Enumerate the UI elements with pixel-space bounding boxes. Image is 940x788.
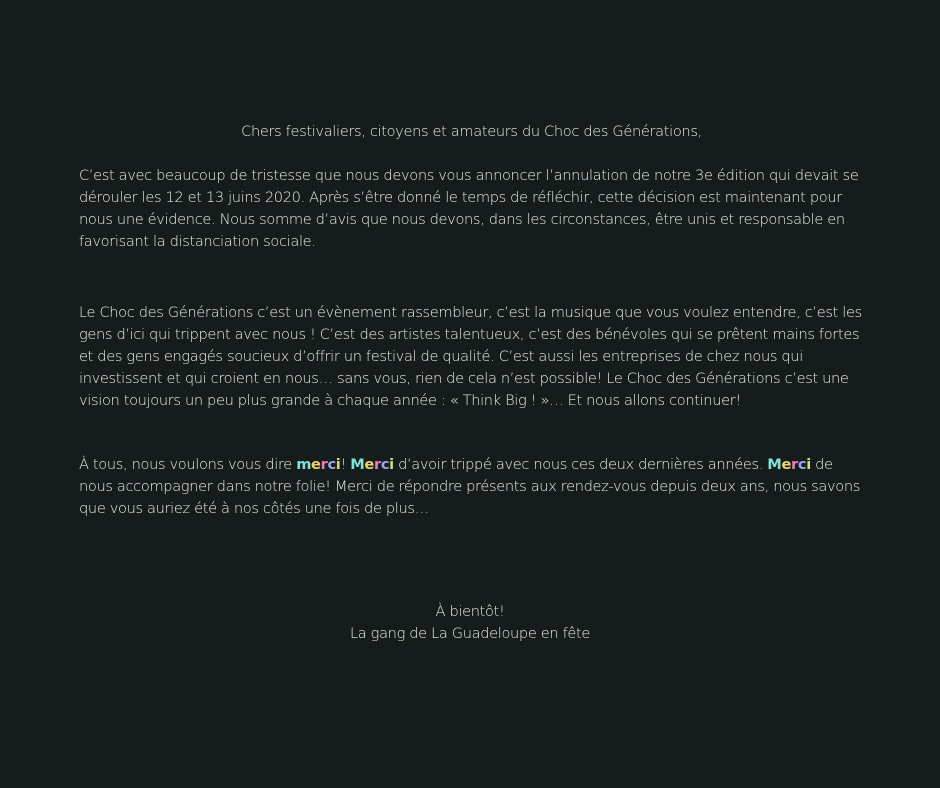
signature-farewell: À bientôt! (435, 603, 505, 620)
merci-letter: e (311, 456, 321, 473)
merci-letter: c (327, 456, 336, 473)
merci-letter: M (767, 456, 782, 473)
signature (0, 601, 940, 645)
merci-letter: m (296, 456, 312, 473)
thanks-after-2: d’avoir trippé avec nous ces deux dernières années. (393, 456, 768, 473)
merci-letter: i (335, 456, 341, 473)
greeting: Chers festivaliers, citoyens et amateurs du Choc des Générations, (241, 123, 702, 140)
thanks-after-1: ! (340, 456, 351, 473)
merci-word-1 (296, 456, 340, 473)
merci-letter: c (380, 456, 390, 473)
signature-name: La gang de La Guadeloupe en fête (350, 625, 590, 642)
merci-letter: e (781, 456, 792, 473)
thanks-intro: À tous, nous voulons vous dire (79, 456, 297, 473)
letter-body (79, 121, 864, 520)
merci-letter: c (797, 456, 807, 473)
merci-letter: i (806, 456, 811, 473)
merci-letter: e (364, 456, 374, 473)
merci-word-3 (767, 456, 811, 473)
merci-letter: r (373, 456, 381, 473)
merci-letter: r (320, 456, 328, 473)
merci-word-2 (350, 456, 394, 473)
thanks-rest: de nous accompagner dans notre folie! Merci de répondre présents aux rendez-vous depuis deux ans, nous savons que vous auriez été à nos côtés une fois de plus… (79, 456, 861, 517)
merci-letter: M (350, 456, 365, 473)
paragraph-cancellation: C’est avec beaucoup de tristesse que nous devons vous annoncer l’annulation de notre 3e édition qui devait se dérouler les 12 et 13 juins 2020. Après s’être donné le temps de réfléchir, cette décision est maintenant pour nous une évidence. Nous somme d’avis que nous devons, dans les circonstances, être unis et responsable en favorisant la distanciation sociale. (79, 167, 859, 250)
merci-letter: i (389, 456, 394, 473)
merci-letter: r (791, 456, 798, 473)
paragraph-about-festival: Le Choc des Générations c’est un évènement rassembleur, c’est la musique que vous voulez entendre, c’est les gens d’ici qui trippent avec nous ! C’est des artistes talentueux, c’est des bénévoles qui se prêtent mains fortes et des gens engagés soucieux d’offrir un festival de qualité. C’est aussi les entreprises de chez nous qui investissent et qui croient en nous… sans vous, rien de cela n’est possible! Le Choc des Générations c’est une vision toujours un peu plus grande à chaque année : « Think Big ! »… Et nous allons continuer! (79, 304, 862, 409)
paragraph-thanks (79, 454, 864, 520)
